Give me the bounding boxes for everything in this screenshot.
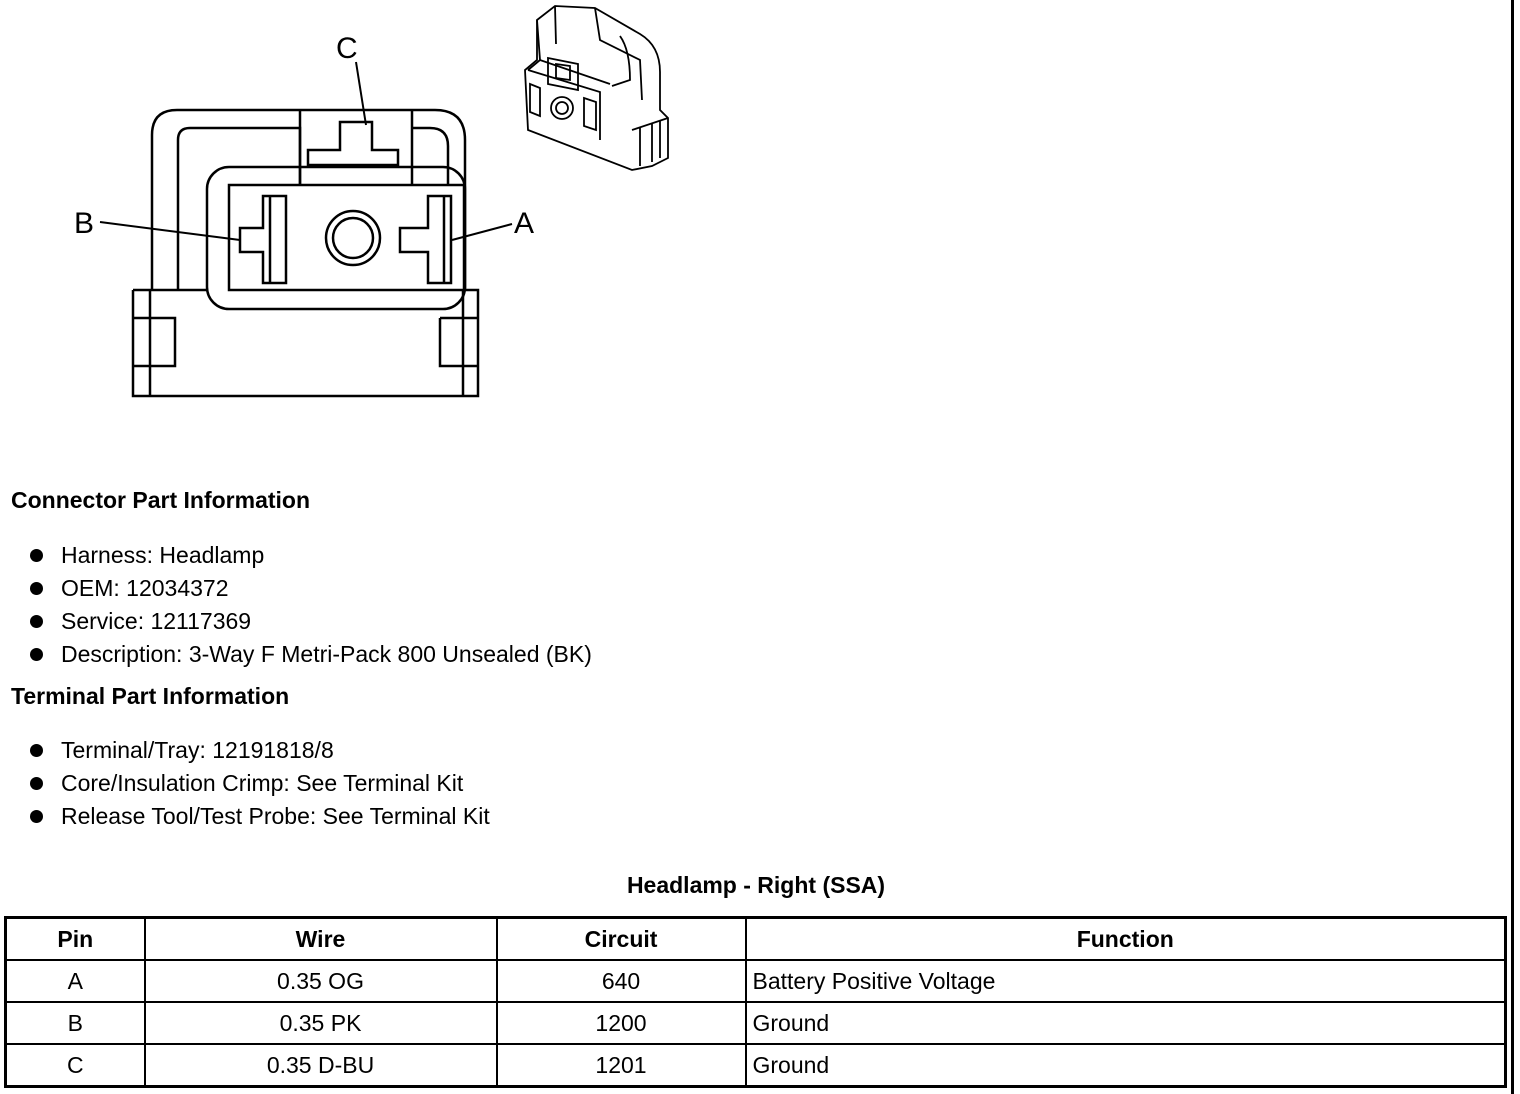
- connector-housing-outline: [152, 110, 465, 290]
- connector-info-heading: Connector Part Information: [11, 487, 311, 513]
- pin-b-terminal: [240, 196, 286, 283]
- bullet-icon: [30, 648, 43, 661]
- pin-c-label: C: [336, 32, 358, 65]
- table-row: [6, 960, 1506, 1002]
- list-item: Release Tool/Test Probe: See Terminal Kit: [28, 800, 490, 833]
- bullet-icon: [30, 549, 43, 562]
- circuit-column-header: Circuit: [497, 918, 746, 961]
- list-item: Description: 3-Way F Metri-Pack 800 Unsealed (BK): [28, 638, 592, 671]
- connector-latch-left: [133, 290, 478, 396]
- function-cell: Ground: [746, 1044, 1506, 1087]
- pin-table: [4, 916, 1507, 1088]
- function-cell: Battery Positive Voltage: [746, 960, 1506, 1002]
- function-cell: Ground: [746, 1002, 1506, 1044]
- wire-cell: 0.35 D-BU: [145, 1044, 497, 1087]
- terminal-info-heading: Terminal Part Information: [11, 683, 290, 709]
- wire-cell: 0.35 OG: [145, 960, 497, 1002]
- pin-column-header: Pin: [6, 918, 145, 961]
- pin-c-terminal: [308, 122, 398, 165]
- function-column-header: Function: [746, 918, 1506, 961]
- pin-cell: C: [6, 1044, 145, 1087]
- bullet-icon: [30, 615, 43, 628]
- wire-column-header: Wire: [145, 918, 497, 961]
- connector-cavity: [207, 167, 465, 309]
- terminal-info-list: [28, 734, 490, 833]
- bullet-icon: [30, 582, 43, 595]
- connector-isometric-view: [525, 6, 668, 170]
- list-item: Harness: Headlamp: [28, 539, 592, 572]
- list-item: Service: 12117369: [28, 605, 592, 638]
- pin-a-label: A: [514, 207, 535, 240]
- table-row: [6, 1044, 1506, 1087]
- bullet-icon: [30, 777, 43, 790]
- pin-cell: A: [6, 960, 145, 1002]
- circuit-cell: 1200: [497, 1002, 746, 1044]
- table-header-row: [6, 918, 1506, 961]
- wire-cell: 0.35 PK: [145, 1002, 497, 1044]
- list-item: Terminal/Tray: 12191818/8: [28, 734, 490, 767]
- list-item: Core/Insulation Crimp: See Terminal Kit: [28, 767, 490, 800]
- connector-info-list: [28, 539, 592, 671]
- list-item: OEM: 12034372: [28, 572, 592, 605]
- pin-b-label: B: [74, 207, 95, 240]
- page-right-border: [1511, 0, 1514, 1094]
- connector-face-diagram: [0, 0, 720, 420]
- circuit-cell: 640: [497, 960, 746, 1002]
- pin-a-leader: [452, 224, 512, 240]
- pin-c-leader: [356, 62, 366, 125]
- connector-housing-inner-outline: [178, 128, 300, 290]
- bullet-icon: [30, 810, 43, 823]
- pin-cell: B: [6, 1002, 145, 1044]
- pin-table-title: Headlamp - Right (SSA): [626, 872, 886, 898]
- pin-b-leader: [100, 222, 240, 240]
- table-row: [6, 1002, 1506, 1044]
- pin-a-terminal: [400, 196, 451, 283]
- circuit-cell: 1201: [497, 1044, 746, 1087]
- bullet-icon: [30, 744, 43, 757]
